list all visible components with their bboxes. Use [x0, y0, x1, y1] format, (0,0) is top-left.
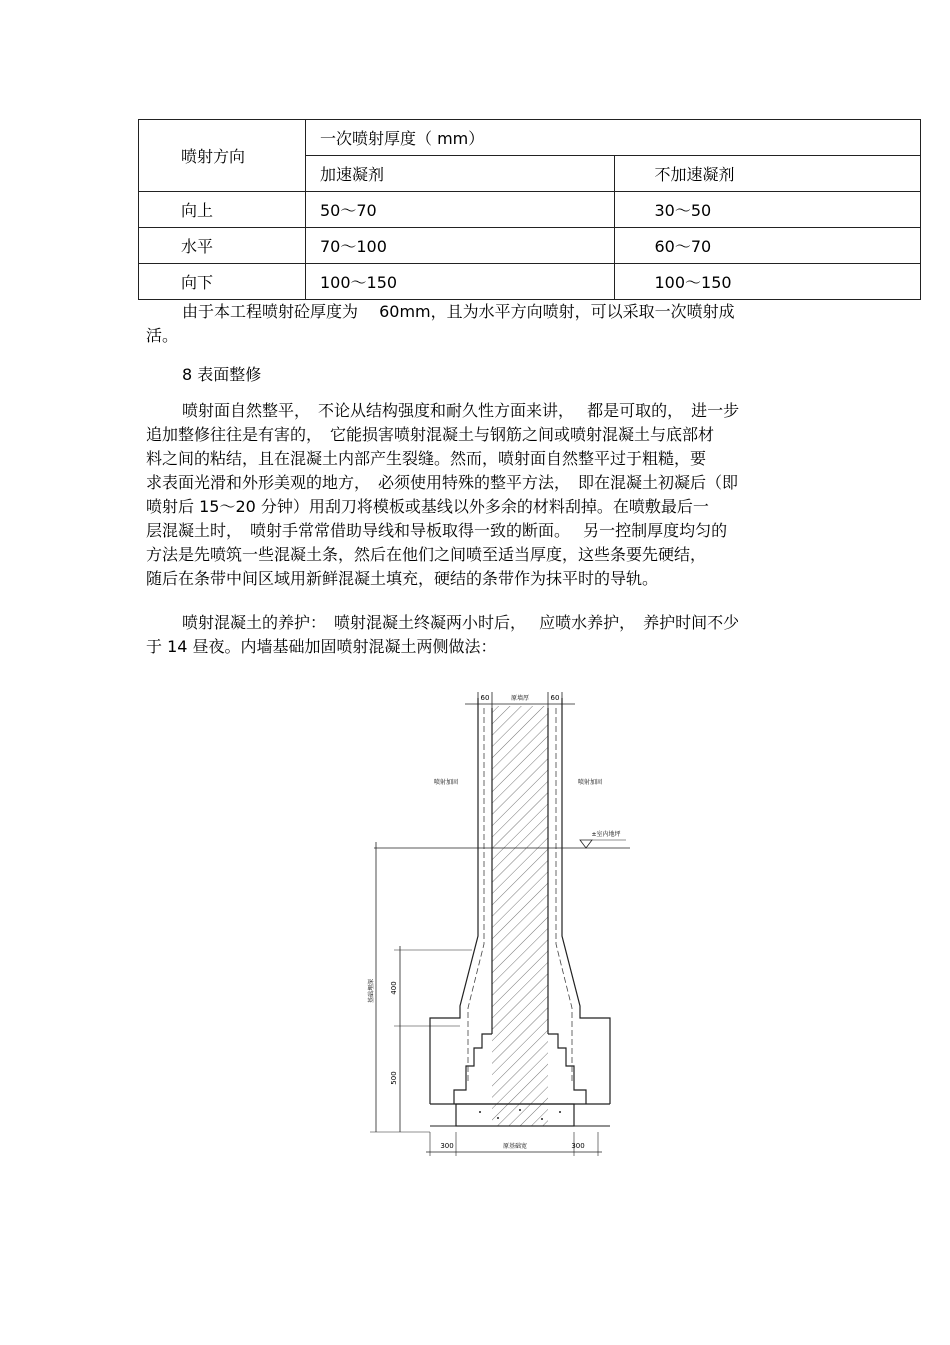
- text-line: 喷射混凝土的养护： 喷射混凝土终凝两小时后， 应喷水养护， 养护时间不少: [182, 613, 740, 632]
- wall-hatching: [492, 706, 548, 1126]
- header-direction: 喷射方向: [139, 120, 306, 192]
- right-layer-label: 喷射加固: [577, 779, 603, 786]
- table-row: [139, 228, 921, 264]
- text-line: 由于本工程喷射砼厚度为 60mm，且为水平方向喷射，可以采取一次喷射成: [182, 302, 735, 321]
- heading-text: 8 表面整修: [182, 365, 262, 384]
- floor-level-marker: [580, 840, 592, 848]
- header-thickness: 一次喷射厚度（ mm）: [306, 120, 921, 156]
- text-line: 求表面光滑和外形美观的地方， 必须使用特殊的整平方法， 即在混凝土初凝后（即: [146, 473, 739, 492]
- table-row: [139, 264, 921, 300]
- foundation-section-drawing: [360, 686, 640, 1158]
- left-layer-label: 喷射加固: [433, 779, 459, 786]
- row-without-accelerator: 30～50: [614, 192, 921, 228]
- aggregate-dot: [541, 1118, 543, 1120]
- paragraph-thickness-note: [146, 300, 821, 348]
- aggregate-dot: [497, 1117, 499, 1119]
- text-line: 料之间的粘结，且在混凝土内部产生裂缝。然而，喷射面自然整平过于粗糙，要: [146, 449, 707, 468]
- paragraph-surface-finishing: [146, 399, 821, 591]
- aggregate-dot: [559, 1111, 561, 1113]
- spray-thickness-table: [138, 119, 921, 300]
- rebar-right: [556, 708, 572, 1082]
- text-line: 随后在条带中间区域用新鲜混凝土填充，硬结的条带作为抹平时的导轨。: [146, 569, 659, 588]
- text-line: 于 14 昼夜。内墙基础加固喷射混凝土两侧做法：: [146, 637, 497, 656]
- text-line: 方法是先喷筑一些混凝土条，然后在他们之间喷至适当厚度，这些条要先硬结，: [146, 545, 707, 564]
- header-with-accelerator: 加速凝剂: [306, 156, 615, 192]
- row-with-accelerator: 50～70: [306, 192, 615, 228]
- text-line: 追加整修往往是有害的， 它能损害喷射混凝土与钢筋之间或喷射混凝土与底部材: [146, 425, 715, 444]
- row-direction: 向下: [139, 264, 306, 300]
- dim-top-left: 60: [480, 694, 490, 702]
- text-line: 层混凝土时， 喷射手常常借助导线和导板取得一致的断面。 另一控制厚度均匀的: [146, 521, 728, 540]
- floor-label: ±室内地坪: [591, 831, 621, 838]
- header-without-accelerator: 不加速凝剂: [614, 156, 921, 192]
- row-direction: 水平: [139, 228, 306, 264]
- row-with-accelerator: 100～150: [306, 264, 615, 300]
- aggregate-dot: [519, 1109, 521, 1111]
- row-without-accelerator: 100～150: [614, 264, 921, 300]
- footing-step-left: [454, 1034, 492, 1104]
- vertical-label: 基础埋深: [368, 978, 375, 1004]
- dim-400: 400: [390, 981, 398, 995]
- dim-top-right: 60: [550, 694, 560, 702]
- spray-layer-left: [430, 698, 478, 1104]
- row-direction: 向上: [139, 192, 306, 228]
- aggregate-dot: [479, 1111, 481, 1113]
- dim-bottom-right: 300: [571, 1142, 585, 1150]
- row-without-accelerator: 60～70: [614, 228, 921, 264]
- spray-layer-right: [562, 698, 610, 1104]
- table-row: [139, 192, 921, 228]
- text-line: 喷射面自然整平， 不论从结构强度和耐久性方面来讲， 都是可取的， 进一步: [182, 401, 740, 420]
- text-line: 喷射后 15～20 分钟）用刮刀将模板或基线以外多余的材料刮掉。在喷敷最后一: [146, 497, 709, 516]
- section-heading: [146, 363, 821, 387]
- dim-bottom-left: 300: [440, 1142, 454, 1150]
- footing-step-right: [548, 1034, 586, 1104]
- bottom-label: 原基础宽: [502, 1143, 528, 1150]
- paragraph-curing: [146, 611, 821, 659]
- row-with-accelerator: 70～100: [306, 228, 615, 264]
- top-label: 原墙厚: [510, 695, 530, 702]
- text-line: 活。: [146, 326, 179, 345]
- dim-500: 500: [390, 1071, 398, 1085]
- rebar-left: [468, 708, 484, 1082]
